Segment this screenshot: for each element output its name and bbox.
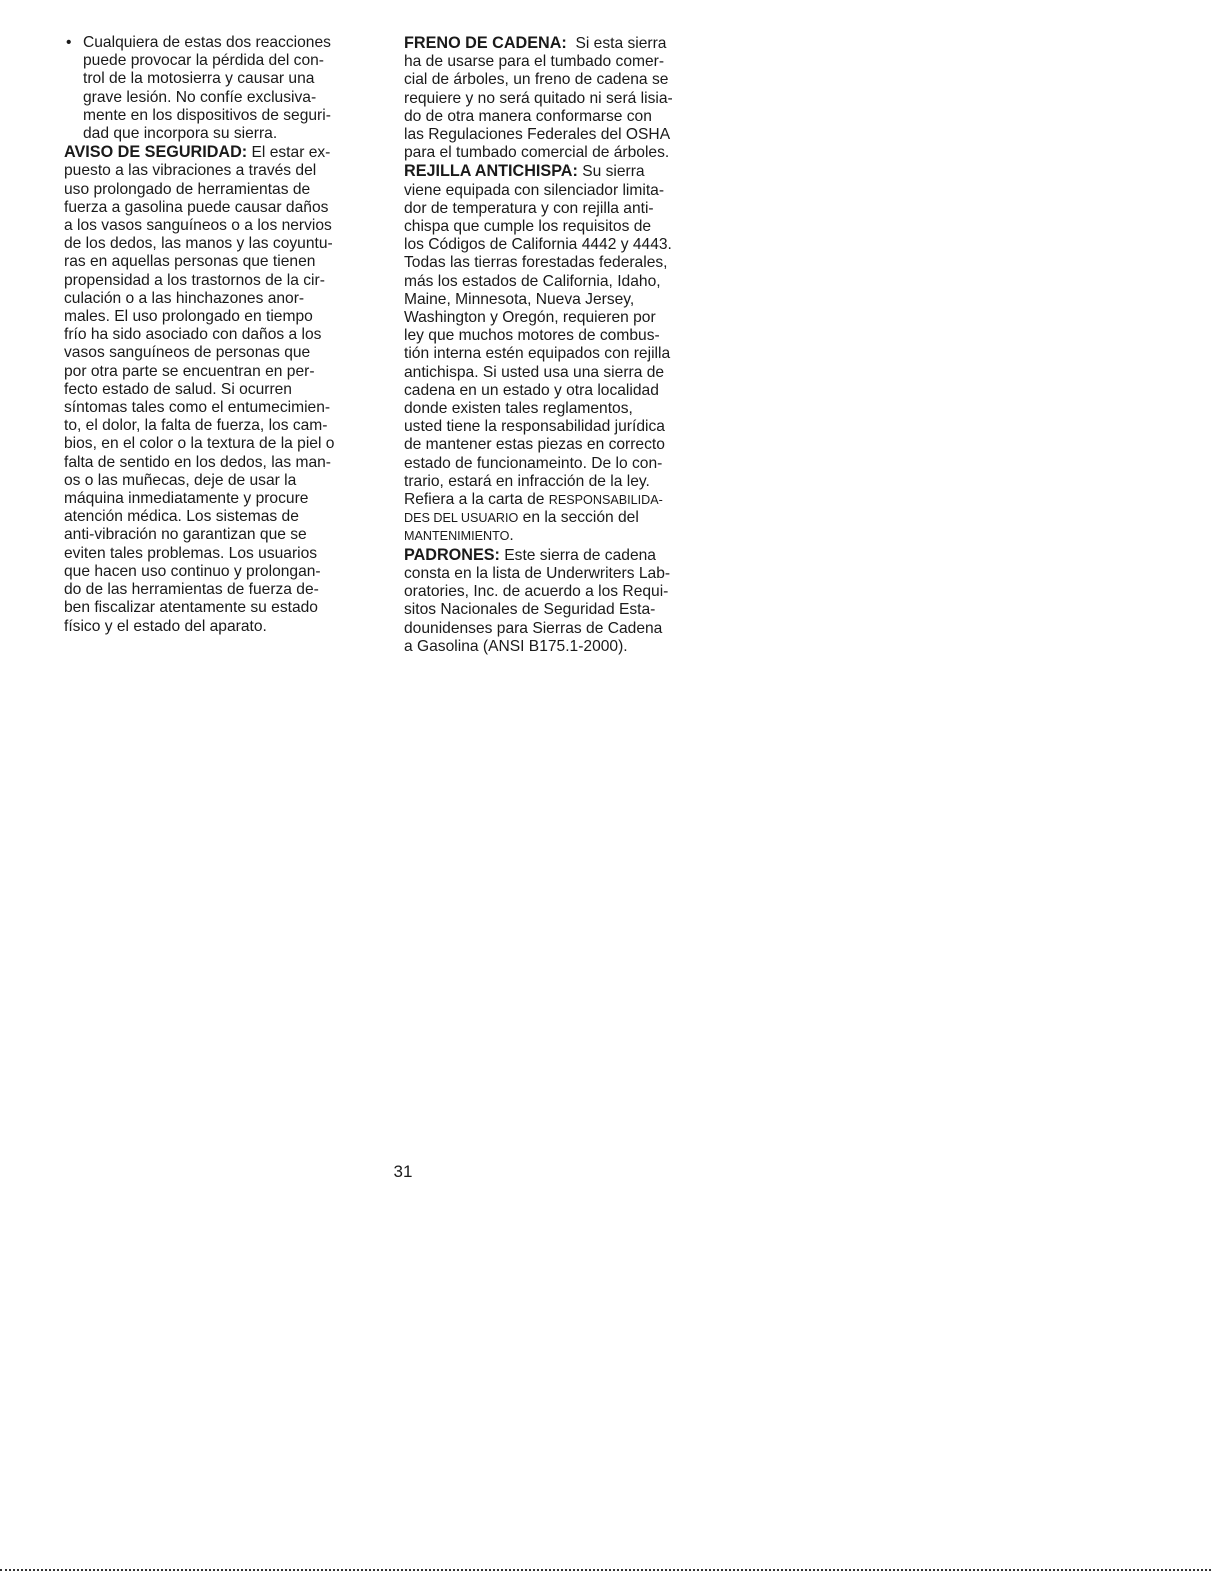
text-line: más los estados de California, Idaho, xyxy=(404,272,661,290)
text-line: ha de usarse para el tumbado comer- xyxy=(404,53,665,71)
text-line: vasos sanguíneos de personas que xyxy=(64,344,311,362)
text-line: dounidenses para Sierras de Cadena xyxy=(404,619,663,637)
text-line: Si esta sierra xyxy=(566,35,667,52)
text-line: males. El uso prolongado en tiempo xyxy=(64,308,313,326)
text-line: atención médica. Los sistemas de xyxy=(64,508,299,526)
text-line: síntomas tales como el entumecimien- xyxy=(64,399,331,417)
page-number: 31 xyxy=(393,1162,413,1181)
text-line: a los vasos sanguíneos o a los nervios xyxy=(64,217,332,235)
text-line: puede provocar la pérdida del con- xyxy=(83,52,324,70)
text-line: máquina inmediatamente y procure xyxy=(64,490,309,508)
text-line: Todas las tierras forestadas federales, xyxy=(404,254,668,272)
right-column xyxy=(404,34,732,656)
text-line: uso prolongado de herramientas de xyxy=(64,180,311,198)
small-caps-reference: DES DEL USUARIO xyxy=(404,511,519,526)
text-line: de los dedos, las manos y las coyuntu- xyxy=(64,235,333,253)
aviso-paragraph xyxy=(64,143,390,635)
text-line: trario, estará en infracción de la ley. xyxy=(404,472,650,490)
text-line: estado de funcionameinto. De lo con- xyxy=(404,454,663,472)
small-caps-reference: RESPONSABILIDA- xyxy=(548,493,663,508)
text-line: frío ha sido asociado con daños a los xyxy=(64,326,322,344)
text-line: cadena en un estado y otra localidad xyxy=(404,381,659,399)
text-line: Este sierra de cadena xyxy=(499,546,656,564)
text-line: a Gasolina (ANSI B175.1-2000). xyxy=(404,637,628,655)
aviso-heading: AVISO DE SEGURIDAD: xyxy=(64,143,248,162)
text-line: Su sierra xyxy=(577,163,645,181)
text-line: por otra parte se encuentran en per- xyxy=(64,362,315,380)
text-line: requiere y no será quitado ni será lisia- xyxy=(404,89,673,107)
text-line: mente en los dispositivos de seguri- xyxy=(83,106,331,124)
bullet-mark: • xyxy=(66,34,72,51)
text-line: usted tiene la responsabilidad jurídica xyxy=(404,418,665,436)
text-line: antichispa. Si usted usa una sierra de xyxy=(404,363,665,381)
padrones-heading: PADRONES: xyxy=(404,545,500,564)
text-line: las Regulaciones Federales del OSHA xyxy=(404,126,671,144)
text-line: para el tumbado comercial de árboles. xyxy=(404,144,670,162)
text-line: trol de la motosierra y causar una xyxy=(83,70,315,88)
text-line: fecto estado de salud. Si ocurren xyxy=(64,380,292,398)
text-line: ras en aquellas personas que tienen xyxy=(64,253,316,271)
left-column xyxy=(64,34,390,636)
text-line: do de las herramientas de fuerza de- xyxy=(64,581,319,599)
freno-heading: FRENO DE CADENA: xyxy=(404,34,567,52)
rejilla-paragraph xyxy=(404,162,732,545)
text-line: puesto a las vibraciones a través del xyxy=(64,162,317,180)
padrones-paragraph xyxy=(404,546,732,656)
text-line: físico y el estado del aparato. xyxy=(64,617,267,635)
text-line: culación o a las hinchazones anor- xyxy=(64,289,305,307)
text-line: chispa que cumple los requisitos de xyxy=(404,218,652,236)
text-line: Maine, Minnesota, Nueva Jersey, xyxy=(404,290,635,308)
text-line: anti-vibración no garantizan que se xyxy=(64,526,307,544)
text-line: falta de sentido en los dedos, las man- xyxy=(64,453,331,471)
text-line: os o las muñecas, deje de usar la xyxy=(64,471,297,489)
freno-paragraph xyxy=(404,34,732,162)
text-line: sitos Nacionales de Seguridad Esta- xyxy=(404,601,656,619)
text-line: bios, en el color o la textura de la piel o xyxy=(64,435,335,453)
text-line: los Códigos de California 4442 y 4443. xyxy=(404,236,672,254)
text-line: propensidad a los trastornos de la cir- xyxy=(64,271,325,289)
text-line: dad que incorpora su sierra. xyxy=(83,125,278,143)
text-line: grave lesión. No confíe exclusiva- xyxy=(83,88,317,106)
text-line: eviten tales problemas. Los usuarios xyxy=(64,544,318,562)
small-caps-reference: MANTENIMIENTO xyxy=(404,529,510,544)
text-line: El estar ex- xyxy=(247,144,331,162)
text-line: que hacen uso continuo y prolongan- xyxy=(64,562,321,580)
text-line: ben fiscalizar atentamente su estado xyxy=(64,599,318,617)
text-line: dor de temperatura y con rejilla anti- xyxy=(404,199,654,217)
text-line: consta en la lista de Underwriters Lab- xyxy=(404,564,671,582)
text-line: ley que muchos motores de combus- xyxy=(404,327,660,345)
text-line: cial de árboles, un freno de cadena se xyxy=(404,71,669,89)
text-line: oratories, Inc. de acuerdo a los Requi- xyxy=(404,583,669,601)
text-line: donde existen tales reglamentos, xyxy=(404,400,633,418)
bullet-paragraph xyxy=(64,34,390,143)
text-line: en la sección del xyxy=(518,509,639,527)
text-line: do de otra manera conformarse con xyxy=(404,107,652,125)
text-line: . xyxy=(509,527,514,545)
page-bottom-rule xyxy=(0,1569,1211,1571)
text-line: de mantener estas piezas en correcto xyxy=(404,436,665,454)
text-line: Washington y Oregón, requieren por xyxy=(404,309,656,327)
text-line: viene equipada con silenciador limita- xyxy=(404,181,665,199)
text-line: to, el dolor, la falta de fuerza, los cam- xyxy=(64,417,328,435)
text-line: Refiera a la carta de xyxy=(404,491,549,509)
text-line: Cualquiera de estas dos reacciones xyxy=(83,34,331,51)
text-line: fuerza a gasolina puede causar daños xyxy=(64,198,329,216)
text-line: tión interna estén equipados con rejilla xyxy=(404,345,671,363)
rejilla-heading: REJILLA ANTICHISPA: xyxy=(404,162,578,181)
